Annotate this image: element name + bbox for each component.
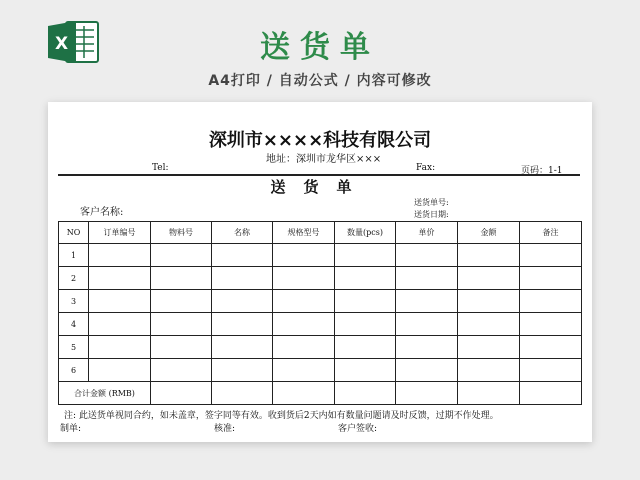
customer-name-label: 客户名称:	[80, 207, 124, 218]
note-text: 注: 此送货单视同合约，如未盖章，签字同等有效。收到货后2天内如有数量问题请及时反馈，过期不作处理。	[64, 411, 499, 421]
svg-text:X: X	[55, 34, 69, 54]
row-number: 5	[59, 336, 89, 359]
receiver-label: 客户签收:	[338, 424, 378, 434]
document-paper	[48, 102, 592, 442]
table-row	[59, 359, 582, 382]
total-amount-label: 合计金额 (RMB)	[59, 382, 151, 405]
table-row	[59, 267, 582, 290]
row-number: 2	[59, 267, 89, 290]
row-number: 1	[59, 244, 89, 267]
column-header: NO	[59, 222, 89, 244]
row-number: 4	[59, 313, 89, 336]
column-header: 物料号	[151, 222, 212, 244]
table-row	[59, 336, 582, 359]
total-row	[59, 382, 582, 405]
table-header-row	[59, 222, 582, 244]
table-row	[59, 290, 582, 313]
row-number: 6	[59, 359, 89, 382]
column-header: 订单编号	[89, 222, 151, 244]
fax-label: Fax:	[416, 163, 436, 173]
column-header: 单价	[396, 222, 458, 244]
maker-label: 制单:	[60, 424, 82, 434]
page-subtitle: A4打印 / 自动公式 / 内容可修改	[208, 73, 432, 89]
column-header: 规格型号	[273, 222, 335, 244]
table-row	[59, 313, 582, 336]
company-name: 深圳市××××科技有限公司	[208, 130, 432, 151]
checker-label: 核准:	[214, 424, 236, 434]
delivery-table	[58, 221, 582, 405]
column-header: 名称	[212, 222, 273, 244]
table-row	[59, 244, 582, 267]
company-address: 地址：深圳市龙华区×××	[266, 154, 382, 165]
column-header: 备注	[520, 222, 582, 244]
delivery-number-label: 送货单号:	[414, 198, 449, 207]
delivery-date-label: 送货日期:	[414, 210, 449, 219]
column-header: 数量(pcs)	[335, 222, 396, 244]
page-number: 页码：1-1	[521, 166, 563, 176]
row-number: 3	[59, 290, 89, 313]
document-title: 送货单	[270, 178, 370, 196]
page-title: 送货单	[260, 30, 380, 65]
tel-label: Tel:	[152, 163, 169, 173]
column-header: 金额	[458, 222, 520, 244]
